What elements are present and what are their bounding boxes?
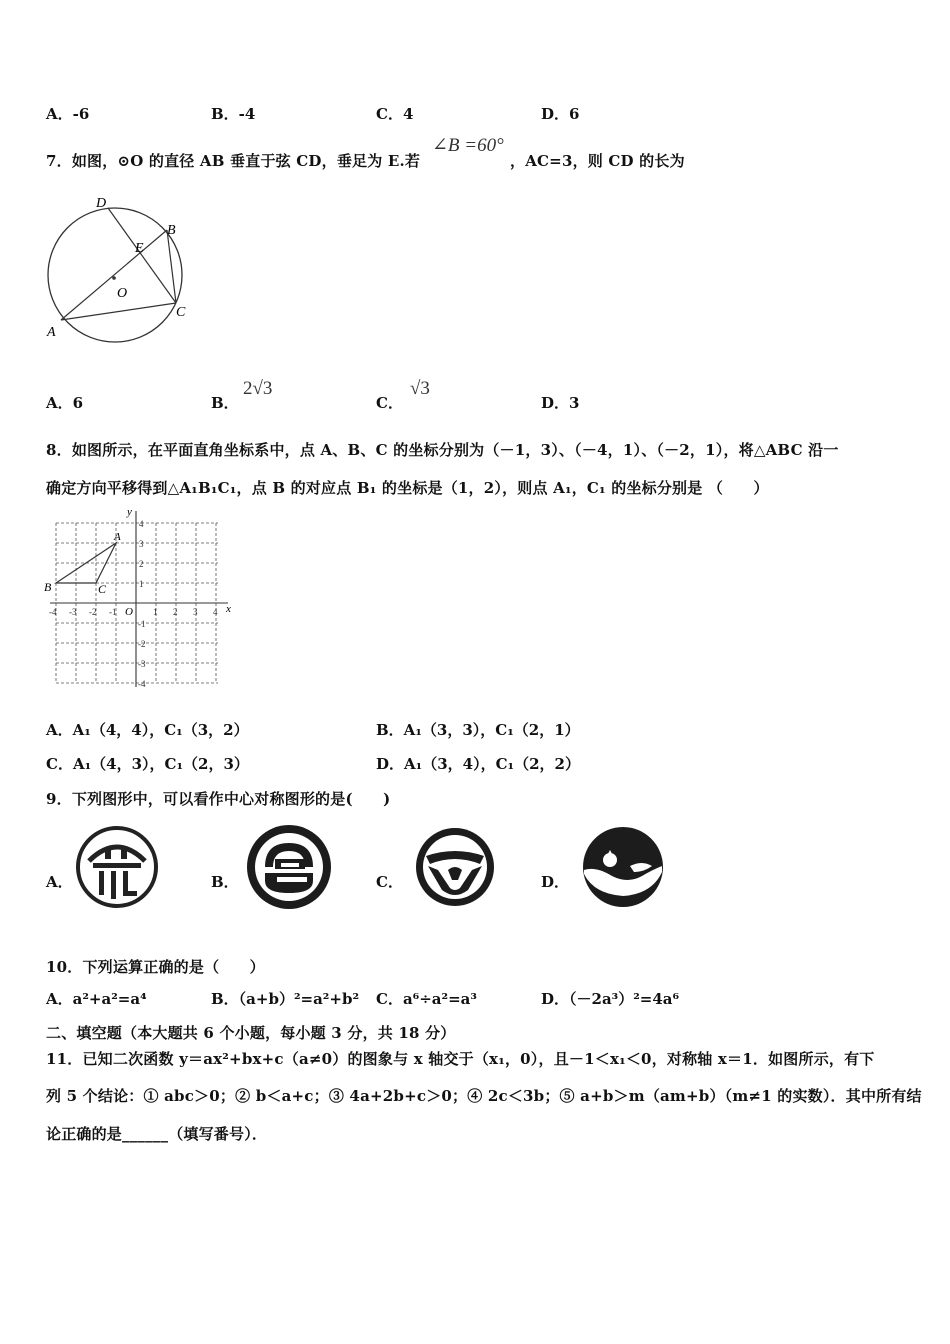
q6-option-c: C．4 [376,105,414,123]
q9-logo-d [582,826,664,908]
q8-ytick: 1 [139,579,144,589]
q7-label-o: O [117,286,128,301]
section2-heading: 二、填空题（本大题共 6 个小题，每小题 3 分，共 18 分） [46,1024,456,1042]
q7-option-c-label: C． [376,394,403,412]
q11-stem-line1: 11．已知二次函数 y＝ax²+bx+c（a≠0）的图象与 x 轴交于（x₁，0），且－1＜x₁＜0，对称轴 x＝1．如图所示，有下 [46,1050,875,1068]
q9-logo-c [414,826,496,908]
q8-ytick: -2 [138,639,146,649]
q8-ytick: 2 [139,559,144,569]
q8-option-b: B．A₁（3，3），C₁（2，1） [376,721,580,739]
q8-xtick: -4 [49,607,57,617]
q7-label-b: B [167,223,176,238]
q8-coordinate-grid [40,505,240,690]
q9-logo-a [75,825,159,909]
q8-stem-line2: 确定方向平移得到△A₁B₁C₁，点 B 的对应点 B₁ 的坐标是（1，2），则点 A₁，C₁ 的坐标分别是 （ ） [46,479,769,497]
q8-label-a: A [114,531,121,543]
q8-xtick: -1 [109,607,117,617]
q7-circle-figure [40,190,200,345]
q10-option-a: A．a²+a²=a⁴ [46,990,147,1008]
q8-xtick: -2 [89,607,97,617]
q7-center-dot [112,276,116,280]
q10-option-d: D．（－2a³）²=4a⁶ [541,990,680,1008]
q8-option-a: A．A₁（4，4），C₁（3，2） [46,721,249,739]
q11-stem-line2: 列 5 个结论：① abc＞0；② b＜a+c；③ 4a+2b+c＞0；④ 2c＜3b；⑤ a+b＞m（am+b）（m≠1 的实数）．其中所有结 [46,1087,922,1105]
q8-ytick: -4 [138,679,146,689]
q8-label-y: y [127,506,132,518]
q7-option-a: A．6 [46,394,84,412]
q9-option-a-label: A． [46,873,73,891]
q8-ytick: -3 [138,659,146,669]
q8-ytick: 4 [139,519,144,529]
q8-label-b: B [44,580,52,594]
q8-label-x: x [226,603,231,615]
q7-option-c-value: √3 [410,378,430,399]
q9-option-d-label: D． [541,873,570,891]
q7-label-d: D [96,196,107,211]
q8-option-d: D．A₁（3，4），C₁（2，2） [376,755,580,773]
q8-option-c: C．A₁（4，3），C₁（2，3） [46,755,249,773]
q8-xtick: -3 [69,607,77,617]
q10-option-b: B．（a+b）²=a²+b² [211,990,360,1008]
q6-option-b: B．-4 [211,105,256,123]
q8-xtick: 4 [213,607,218,617]
q9-option-c-label: C． [376,873,403,891]
q8-x-tick-labels [49,607,218,617]
q7-option-d: D．3 [541,394,580,412]
q7-circle [48,208,182,342]
q8-label-origin: O [125,606,133,618]
q8-ytick: 3 [139,539,144,549]
q7-option-b-value: 2√3 [243,378,273,399]
q7-stem-part1: 7．如图，⊙O 的直径 AB 垂直于弦 CD，垂足为 E.若 [46,152,421,170]
q7-label-a: A [47,325,56,340]
q6-option-a: A．-6 [46,105,90,123]
q9-stem: 9．下列图形中，可以看作中心对称图形的是( ) [46,790,391,808]
q8-ytick: -1 [138,619,146,629]
q10-stem: 10．下列运算正确的是（ ） [46,958,265,976]
q6-option-d: D．6 [541,105,580,123]
q7-angle-formula: ∠B =60° [432,135,504,156]
q8-xtick: 1 [153,607,158,617]
q11-stem-line3: 论正确的是______（填写番号）． [46,1125,268,1143]
q8-label-c: C [98,582,107,596]
q9-option-b-label: B． [211,873,239,891]
q8-xtick: 3 [193,607,198,617]
q7-label-e: E [135,241,144,256]
q7-label-c: C [176,305,186,320]
q8-stem-line1: 8．如图所示，在平面直角坐标系中，点 A、B、C 的坐标分别为（－1，3）、（－4，1）、（－2，1），将△ABC 沿一 [46,441,839,459]
q8-y-tick-labels [138,519,146,689]
q7-option-b-label: B． [211,394,239,412]
q8-xtick: 2 [173,607,178,617]
q10-option-c: C．a⁶÷a²=a³ [376,990,477,1008]
q9-logo-b [245,823,333,911]
q7-stem-part2: ，AC=3，则 CD 的长为 [510,152,685,170]
